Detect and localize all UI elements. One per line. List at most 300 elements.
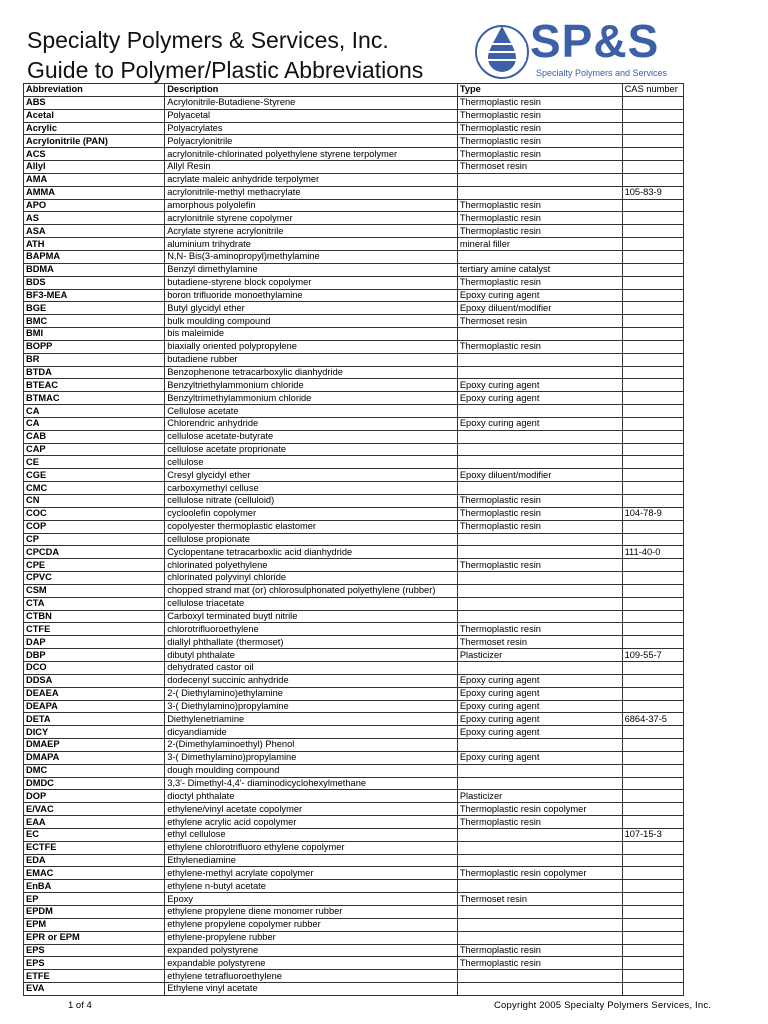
cell-cas-number: 107-15-3 xyxy=(622,828,683,841)
table-row xyxy=(24,263,684,276)
cell-type xyxy=(457,841,622,854)
cell-cas-number xyxy=(622,225,683,238)
cell-abbreviation: AMA xyxy=(24,173,165,186)
cell-description: dioctyl phthalate xyxy=(165,790,458,803)
cell-abbreviation: ECTFE xyxy=(24,841,165,854)
cell-abbreviation: BTDA xyxy=(24,366,165,379)
column-header-type: Type xyxy=(457,84,622,97)
cell-cas-number xyxy=(622,353,683,366)
cell-cas-number xyxy=(622,880,683,893)
cell-description: Cyclopentane tetracarboxlic acid dianhydride xyxy=(165,546,458,559)
cell-abbreviation: CPVC xyxy=(24,572,165,585)
table-row xyxy=(24,250,684,263)
cell-abbreviation: DETA xyxy=(24,713,165,726)
cell-type: Thermoplastic resin copolymer xyxy=(457,867,622,880)
cell-description: 3,3'- Dimethyl-4,4'- diaminodicyclohexylmethane xyxy=(165,777,458,790)
table-row xyxy=(24,559,684,572)
cell-type xyxy=(457,983,622,996)
table-row xyxy=(24,636,684,649)
cell-cas-number xyxy=(622,777,683,790)
cell-type xyxy=(457,931,622,944)
cell-abbreviation: BGE xyxy=(24,302,165,315)
cell-cas-number xyxy=(622,238,683,251)
cell-description: biaxially oriented polypropylene xyxy=(165,340,458,353)
cell-description: expanded polystyrene xyxy=(165,944,458,957)
table-row xyxy=(24,302,684,315)
cell-cas-number xyxy=(622,482,683,495)
table-row xyxy=(24,173,684,186)
cell-cas-number xyxy=(622,674,683,687)
cell-type xyxy=(457,456,622,469)
table-row xyxy=(24,918,684,931)
cell-abbreviation: CN xyxy=(24,495,165,508)
cell-description: 3-( Diethylamino)propylamine xyxy=(165,700,458,713)
cell-description: ethylene chlorotrifluoro ethylene copolymer xyxy=(165,841,458,854)
cell-abbreviation: ETFE xyxy=(24,970,165,983)
cell-description: Acrylonitrile-Butadiene-Styrene xyxy=(165,96,458,109)
cell-cas-number xyxy=(622,661,683,674)
cell-cas-number xyxy=(622,302,683,315)
cell-description: dicyandiamide xyxy=(165,726,458,739)
table-row xyxy=(24,983,684,996)
cell-type xyxy=(457,906,622,919)
cell-type: Plasticizer xyxy=(457,649,622,662)
cell-abbreviation: CTBN xyxy=(24,610,165,623)
table-row xyxy=(24,700,684,713)
cell-abbreviation: Allyl xyxy=(24,161,165,174)
cell-cas-number xyxy=(622,263,683,276)
cell-cas-number xyxy=(622,250,683,263)
table-row xyxy=(24,520,684,533)
cell-description: Epoxy xyxy=(165,893,458,906)
cell-abbreviation: DEAPA xyxy=(24,700,165,713)
table-row xyxy=(24,212,684,225)
cell-description: chlorotrifluoroethylene xyxy=(165,623,458,636)
cell-abbreviation: COC xyxy=(24,507,165,520)
abbreviations-table xyxy=(23,83,684,996)
cell-cas-number xyxy=(622,148,683,161)
cell-abbreviation: BDMA xyxy=(24,263,165,276)
cell-abbreviation: BMI xyxy=(24,328,165,341)
cell-type xyxy=(457,482,622,495)
cell-description: Benzyl dimethylamine xyxy=(165,263,458,276)
cell-description: 2-( Diethylamino)ethylamine xyxy=(165,687,458,700)
cell-type xyxy=(457,764,622,777)
cell-type: Epoxy curing agent xyxy=(457,379,622,392)
cell-cas-number xyxy=(622,957,683,970)
cell-cas-number xyxy=(622,366,683,379)
cell-cas-number xyxy=(622,495,683,508)
table-row xyxy=(24,392,684,405)
cell-type xyxy=(457,546,622,559)
table-row xyxy=(24,289,684,302)
cell-abbreviation: EPS xyxy=(24,957,165,970)
cell-cas-number xyxy=(622,161,683,174)
table-row xyxy=(24,225,684,238)
cell-abbreviation: DMC xyxy=(24,764,165,777)
table-row xyxy=(24,405,684,418)
cell-cas-number xyxy=(622,572,683,585)
cell-abbreviation: EnBA xyxy=(24,880,165,893)
table-row xyxy=(24,867,684,880)
cell-abbreviation: EPDM xyxy=(24,906,165,919)
cell-cas-number xyxy=(622,469,683,482)
cell-cas-number xyxy=(622,430,683,443)
cell-cas-number xyxy=(622,520,683,533)
table-row xyxy=(24,546,684,559)
cell-type xyxy=(457,880,622,893)
cell-abbreviation: DMDC xyxy=(24,777,165,790)
cell-cas-number xyxy=(622,96,683,109)
cell-cas-number: 111-40-0 xyxy=(622,546,683,559)
cell-abbreviation: Acrylic xyxy=(24,122,165,135)
cell-cas-number xyxy=(622,212,683,225)
cell-abbreviation: BF3-MEA xyxy=(24,289,165,302)
cell-abbreviation: BOPP xyxy=(24,340,165,353)
cell-description: dibutyl phthalate xyxy=(165,649,458,662)
cell-description: acrylate maleic anhydride terpolymer xyxy=(165,173,458,186)
cell-abbreviation: CP xyxy=(24,533,165,546)
cell-type: Thermoplastic resin xyxy=(457,212,622,225)
cell-type: Epoxy diluent/modifier xyxy=(457,469,622,482)
cell-abbreviation: EDA xyxy=(24,854,165,867)
cell-abbreviation: EAA xyxy=(24,816,165,829)
cell-cas-number xyxy=(622,751,683,764)
cell-cas-number xyxy=(622,931,683,944)
cell-type xyxy=(457,186,622,199)
cell-description: chopped strand mat (or) chlorosulphonated polyethylene (rubber) xyxy=(165,584,458,597)
table-row xyxy=(24,417,684,430)
column-header-description: Description xyxy=(165,84,458,97)
cell-abbreviation: CAB xyxy=(24,430,165,443)
table-row xyxy=(24,507,684,520)
cell-description: Ethylene vinyl acetate xyxy=(165,983,458,996)
cell-description: cellulose xyxy=(165,456,458,469)
cell-abbreviation: CTA xyxy=(24,597,165,610)
cell-abbreviation: AS xyxy=(24,212,165,225)
table-row xyxy=(24,469,684,482)
table-row xyxy=(24,533,684,546)
cell-type: Thermoset resin xyxy=(457,893,622,906)
table-row xyxy=(24,456,684,469)
cell-type xyxy=(457,739,622,752)
cell-type: Thermoplastic resin xyxy=(457,122,622,135)
cell-abbreviation: BTEAC xyxy=(24,379,165,392)
cell-cas-number: 105-83-9 xyxy=(622,186,683,199)
cell-abbreviation: EMAC xyxy=(24,867,165,880)
cell-abbreviation: DAP xyxy=(24,636,165,649)
cell-abbreviation: EVA xyxy=(24,983,165,996)
logo-wordmark: SP&S xyxy=(530,15,660,67)
cell-type: Thermoplastic resin xyxy=(457,96,622,109)
cell-abbreviation: EC xyxy=(24,828,165,841)
cell-type xyxy=(457,597,622,610)
cell-type: Thermoset resin xyxy=(457,161,622,174)
table-row xyxy=(24,276,684,289)
cell-type: Thermoplastic resin copolymer xyxy=(457,803,622,816)
table-row xyxy=(24,122,684,135)
cell-description: cycloolefin copolymer xyxy=(165,507,458,520)
cell-type: Thermoplastic resin xyxy=(457,944,622,957)
cell-abbreviation: CE xyxy=(24,456,165,469)
cell-cas-number xyxy=(622,867,683,880)
cell-abbreviation: CGE xyxy=(24,469,165,482)
cell-cas-number xyxy=(622,597,683,610)
cell-type xyxy=(457,572,622,585)
table-row xyxy=(24,623,684,636)
cell-description: Ethylenediamine xyxy=(165,854,458,867)
cell-type: Thermoplastic resin xyxy=(457,199,622,212)
table-row xyxy=(24,893,684,906)
cell-type: Thermoplastic resin xyxy=(457,495,622,508)
cell-type xyxy=(457,610,622,623)
cell-type xyxy=(457,173,622,186)
cell-cas-number xyxy=(622,443,683,456)
table-row xyxy=(24,328,684,341)
cell-description: Allyl Resin xyxy=(165,161,458,174)
cell-description: chlorinated polyethylene xyxy=(165,559,458,572)
cell-abbreviation: DDSA xyxy=(24,674,165,687)
cell-description: Diethylenetriamine xyxy=(165,713,458,726)
cell-abbreviation: CA xyxy=(24,417,165,430)
cell-type: Epoxy curing agent xyxy=(457,751,622,764)
cell-abbreviation: DCO xyxy=(24,661,165,674)
cell-cas-number xyxy=(622,893,683,906)
cell-abbreviation: BTMAC xyxy=(24,392,165,405)
cell-description: ethyl cellulose xyxy=(165,828,458,841)
table-row xyxy=(24,353,684,366)
table-row xyxy=(24,764,684,777)
cell-description: butadiene rubber xyxy=(165,353,458,366)
cell-cas-number xyxy=(622,700,683,713)
table-row xyxy=(24,751,684,764)
cell-type: Thermoplastic resin xyxy=(457,957,622,970)
cell-type: Thermoplastic resin xyxy=(457,276,622,289)
cell-description: ethylene acrylic acid copolymer xyxy=(165,816,458,829)
cell-type: Thermoplastic resin xyxy=(457,109,622,122)
cell-cas-number xyxy=(622,636,683,649)
table-row xyxy=(24,649,684,662)
cell-type xyxy=(457,430,622,443)
cell-description: Polyacetal xyxy=(165,109,458,122)
cell-abbreviation: ATH xyxy=(24,238,165,251)
table-row xyxy=(24,726,684,739)
cell-type: Epoxy curing agent xyxy=(457,726,622,739)
table-row xyxy=(24,443,684,456)
cell-cas-number: 104-78-9 xyxy=(622,507,683,520)
cell-cas-number xyxy=(622,854,683,867)
cell-type: Epoxy curing agent xyxy=(457,687,622,700)
cell-description: Butyl glycidyl ether xyxy=(165,302,458,315)
cell-abbreviation: CAP xyxy=(24,443,165,456)
cell-description: Polyacrylonitrile xyxy=(165,135,458,148)
cell-type xyxy=(457,328,622,341)
table-row xyxy=(24,610,684,623)
cell-description: dehydrated castor oil xyxy=(165,661,458,674)
cell-description: Benzyltriethylammonium chloride xyxy=(165,379,458,392)
cell-abbreviation: DOP xyxy=(24,790,165,803)
cell-cas-number: 109-55-7 xyxy=(622,649,683,662)
cell-description: aluminium trihydrate xyxy=(165,238,458,251)
table-row xyxy=(24,790,684,803)
cell-type: Thermoplastic resin xyxy=(457,225,622,238)
company-logo xyxy=(474,15,684,82)
table-row xyxy=(24,957,684,970)
cell-description: amorphous polyolefin xyxy=(165,199,458,212)
cell-type: Thermoplastic resin xyxy=(457,340,622,353)
cell-description: diallyl phthallate (thermoset) xyxy=(165,636,458,649)
page-number: 1 of 4 xyxy=(68,1000,92,1011)
cell-description: Chlorendric anhydride xyxy=(165,417,458,430)
cell-cas-number xyxy=(622,584,683,597)
cell-description: 2-(Dimethylaminoethyl) Phenol xyxy=(165,739,458,752)
cell-type: Thermoplastic resin xyxy=(457,816,622,829)
cell-type xyxy=(457,353,622,366)
cell-cas-number xyxy=(622,983,683,996)
cell-description: Acrylate styrene acrylonitrile xyxy=(165,225,458,238)
cell-cas-number xyxy=(622,135,683,148)
cell-type xyxy=(457,970,622,983)
table-row xyxy=(24,148,684,161)
cell-description: dough moulding compound xyxy=(165,764,458,777)
cell-abbreviation: AMMA xyxy=(24,186,165,199)
cell-type xyxy=(457,366,622,379)
table-row xyxy=(24,135,684,148)
cell-abbreviation: E/VAC xyxy=(24,803,165,816)
cell-abbreviation: BMC xyxy=(24,315,165,328)
cell-type: Epoxy curing agent xyxy=(457,700,622,713)
table-row xyxy=(24,906,684,919)
cell-description: acrylonitrile-methyl methacrylate xyxy=(165,186,458,199)
table-row xyxy=(24,161,684,174)
cell-description: bulk moulding compound xyxy=(165,315,458,328)
cell-cas-number xyxy=(622,379,683,392)
cell-type xyxy=(457,777,622,790)
cell-cas-number xyxy=(622,315,683,328)
cell-cas-number xyxy=(622,906,683,919)
cell-type: tertiary amine catalyst xyxy=(457,263,622,276)
table-row xyxy=(24,186,684,199)
cell-type: Thermoplastic resin xyxy=(457,559,622,572)
cell-cas-number xyxy=(622,739,683,752)
table-row xyxy=(24,366,684,379)
cell-type xyxy=(457,443,622,456)
cell-type xyxy=(457,533,622,546)
table-row xyxy=(24,661,684,674)
table-row xyxy=(24,713,684,726)
cell-description: ethylene/vinyl acetate copolymer xyxy=(165,803,458,816)
cell-description: cellulose propionate xyxy=(165,533,458,546)
cell-type: Epoxy curing agent xyxy=(457,392,622,405)
cell-abbreviation: EPM xyxy=(24,918,165,931)
cell-type: Epoxy diluent/modifier xyxy=(457,302,622,315)
cell-cas-number xyxy=(622,173,683,186)
table-row xyxy=(24,777,684,790)
cell-type: Thermoset resin xyxy=(457,315,622,328)
cell-description: ethylene n-butyl acetate xyxy=(165,880,458,893)
cell-type: Thermoplastic resin xyxy=(457,507,622,520)
cell-description: ethylene-methyl acrylate copolymer xyxy=(165,867,458,880)
cell-cas-number: 6864-37-5 xyxy=(622,713,683,726)
cell-cas-number xyxy=(622,726,683,739)
table-header-row xyxy=(24,84,684,97)
cell-cas-number xyxy=(622,816,683,829)
table-row xyxy=(24,687,684,700)
cell-abbreviation: COP xyxy=(24,520,165,533)
cell-cas-number xyxy=(622,944,683,957)
cell-cas-number xyxy=(622,122,683,135)
column-header-cas-number: CAS number xyxy=(622,84,683,97)
logo-subtitle: Specialty Polymers and Services xyxy=(536,68,668,78)
cell-type: mineral filler xyxy=(457,238,622,251)
cell-description: ethylene propylene copolymer rubber xyxy=(165,918,458,931)
cell-description: ethylene tetrafluoroethylene xyxy=(165,970,458,983)
title-line-1: Specialty Polymers & Services, Inc. xyxy=(27,27,389,53)
cell-cas-number xyxy=(622,456,683,469)
table-row xyxy=(24,597,684,610)
cell-cas-number xyxy=(622,970,683,983)
cell-type: Thermoplastic resin xyxy=(457,520,622,533)
cell-abbreviation: Acetal xyxy=(24,109,165,122)
cell-abbreviation: ASA xyxy=(24,225,165,238)
cell-abbreviation: CSM xyxy=(24,584,165,597)
cell-cas-number xyxy=(622,405,683,418)
cell-cas-number xyxy=(622,340,683,353)
cell-cas-number xyxy=(622,533,683,546)
cell-description: 3-( Dimethylamino)propylamine xyxy=(165,751,458,764)
cell-abbreviation: EPS xyxy=(24,944,165,957)
table-row xyxy=(24,340,684,353)
cell-cas-number xyxy=(622,199,683,212)
cell-abbreviation: CA xyxy=(24,405,165,418)
cell-cas-number xyxy=(622,764,683,777)
cell-description: cellulose acetate proprionate xyxy=(165,443,458,456)
table-row xyxy=(24,379,684,392)
cell-abbreviation: ACS xyxy=(24,148,165,161)
table-row xyxy=(24,674,684,687)
table-row xyxy=(24,854,684,867)
cell-cas-number xyxy=(622,918,683,931)
cell-abbreviation: ABS xyxy=(24,96,165,109)
cell-abbreviation: DMAPA xyxy=(24,751,165,764)
table-row xyxy=(24,803,684,816)
cell-abbreviation: DEAEA xyxy=(24,687,165,700)
table-row xyxy=(24,944,684,957)
table-row xyxy=(24,430,684,443)
table-row xyxy=(24,495,684,508)
cell-description: boron trifluoride monoethylamine xyxy=(165,289,458,302)
cell-description: chlorinated polyvinyl chloride xyxy=(165,572,458,585)
table-row xyxy=(24,970,684,983)
cell-type xyxy=(457,854,622,867)
cell-description: Benzyltrimethylammonium chloride xyxy=(165,392,458,405)
cell-description: cellulose nitrate (celluloid) xyxy=(165,495,458,508)
cell-type: Epoxy curing agent xyxy=(457,713,622,726)
table-row xyxy=(24,238,684,251)
table-row xyxy=(24,199,684,212)
cell-description: Cellulose acetate xyxy=(165,405,458,418)
cell-cas-number xyxy=(622,623,683,636)
table-row xyxy=(24,96,684,109)
cell-cas-number xyxy=(622,289,683,302)
cell-description: cellulose acetate-butyrate xyxy=(165,430,458,443)
cell-cas-number xyxy=(622,276,683,289)
column-header-abbreviation: Abbreviation xyxy=(24,84,165,97)
cell-description: Cresyl glycidyl ether xyxy=(165,469,458,482)
cell-description: bis maleimide xyxy=(165,328,458,341)
cell-description: expandable polystyrene xyxy=(165,957,458,970)
cell-cas-number xyxy=(622,790,683,803)
